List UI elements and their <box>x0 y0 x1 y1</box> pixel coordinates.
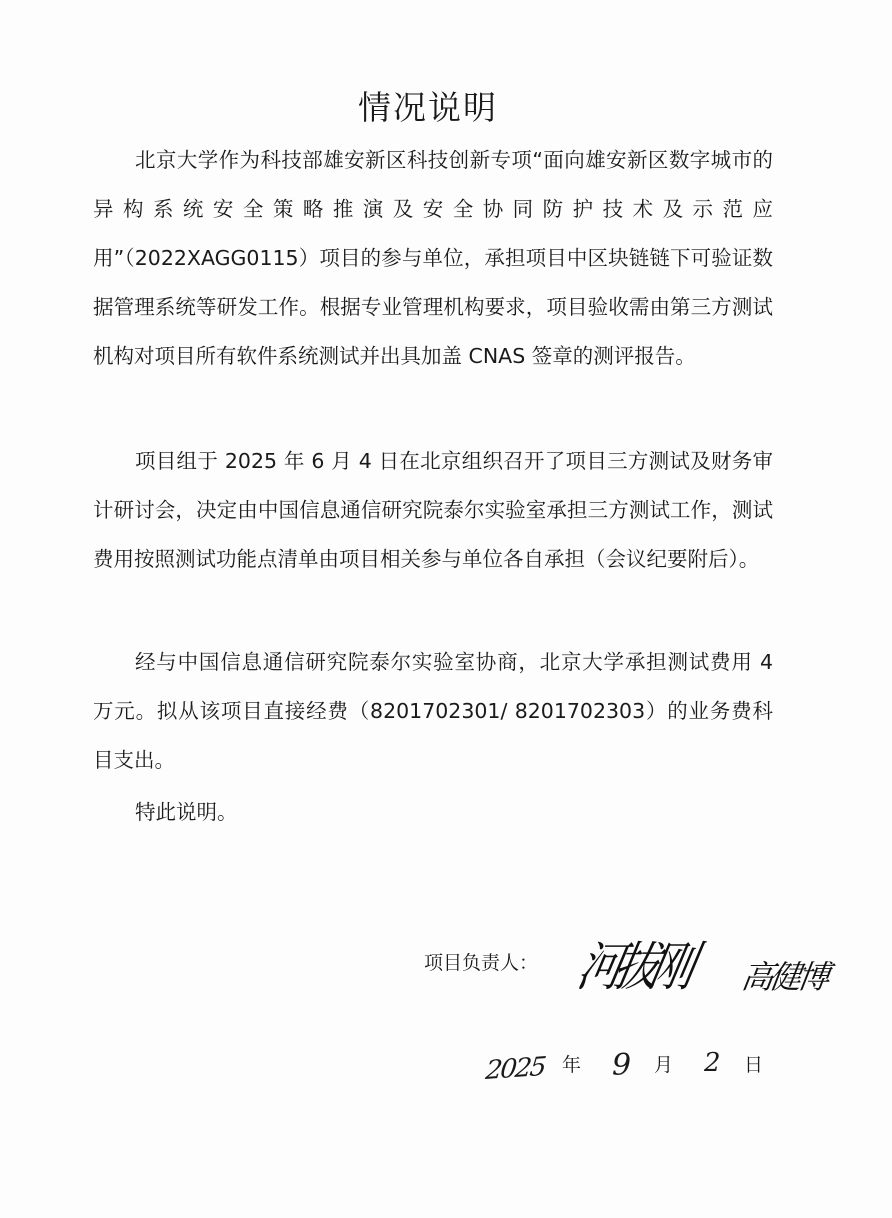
date-day-unit: 日 <box>744 1054 764 1076</box>
date-day: 2 <box>704 1048 721 1078</box>
paragraph-closing: 特此说明。 <box>135 800 238 824</box>
date-month: 9 <box>612 1048 632 1083</box>
date-year: 2025 <box>484 1052 547 1086</box>
signature-date <box>486 1044 786 1084</box>
signature-label: 项目负责人： <box>424 952 539 974</box>
paragraph-background: 北京大学作为科技部雄安新区科技创新专项“面向雄安新区数字城市的异构系统安全策略推演及安全协同防护技术及示范应用”（2022XAGG0115）项目的参与单位，承担项目中区块链链下可验证数据管理系统等研发工作。根据专业管理机构要求，项目验收需由第三方测试机构对项目所有软件系统测试并出具加盖 CNAS 签章的测评报告。 <box>93 148 773 368</box>
handwritten-signature-1: 河拔刚 <box>572 936 694 998</box>
paragraph-meeting: 项目组于 2025 年 6 月 4 日在北京组织召开了项目三方测试及财务审计研讨会，决定由中国信息通信研究院泰尔实验室承担三方测试工作，测试费用按照测试功能点清单由项目相关参与单位各自承担（会议纪要附后）。 <box>93 449 773 571</box>
date-year-unit: 年 <box>562 1054 582 1076</box>
paragraph-funding: 经与中国信息通信研究院泰尔实验室协商，北京大学承担测试费用 4 万元。拟从该项目直接经费（8201702301/ 8201702303）的业务费科目支出。 <box>93 650 773 772</box>
document-title: 情况说明 <box>358 88 498 127</box>
handwritten-signature-2: 高健博 <box>739 958 829 996</box>
date-month-unit: 月 <box>654 1054 674 1076</box>
